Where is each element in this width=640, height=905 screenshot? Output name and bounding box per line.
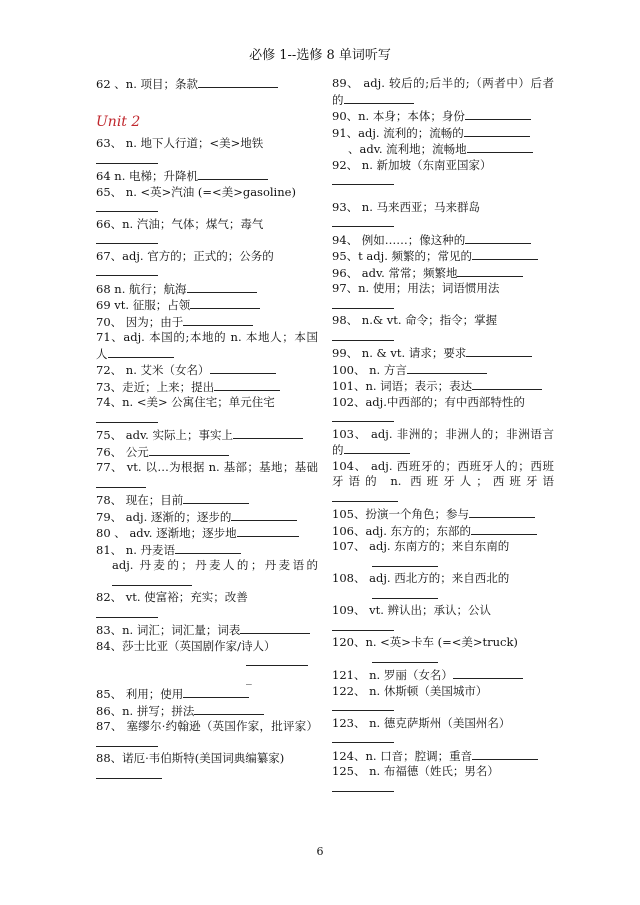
answer-blank[interactable]	[149, 444, 229, 456]
entry-109: 109、 vt. 辨认出；承认；公认	[332, 603, 554, 635]
answer-blank[interactable]	[332, 410, 394, 422]
answer-blank[interactable]	[198, 168, 268, 180]
answer-blank[interactable]	[175, 542, 241, 554]
entry-105: 105、扮演一个角色；参与	[332, 506, 554, 523]
answer-blank[interactable]	[344, 92, 414, 104]
entry-75: 75、 adv. 实际上；事实上	[96, 427, 318, 444]
entry-70: 70、 因为；由于	[96, 314, 318, 331]
entry-68: 68 n. 航行；航海	[96, 281, 318, 298]
answer-blank[interactable]	[467, 141, 533, 153]
page-title: 必修 1--选修 8 单词听写	[249, 48, 391, 63]
answer-blank[interactable]	[332, 173, 394, 185]
entry-69: 69 vt. 征服；占领	[96, 297, 318, 314]
entry-86: 86、n. 拼写；拼法	[96, 703, 318, 720]
entry-62: 62 、n. 项目；条款	[96, 76, 318, 93]
answer-blank[interactable]	[187, 281, 257, 293]
entry-88: 88、诺厄·韦伯斯特(美国词典编纂家)	[96, 751, 318, 783]
entry-89: 89、 adj. 较后的;后半的;（两者中）后者的	[332, 76, 554, 107]
entry-79: 79、 adj. 逐渐的；逐步的	[96, 509, 318, 526]
entry-67: 67、adj. 官方的；正式的；公务的	[96, 249, 318, 281]
answer-blank[interactable]	[96, 152, 158, 164]
answer-blank[interactable]	[466, 345, 532, 357]
entry-85: 85、 利用；使用	[96, 686, 318, 703]
entry-84: 84、莎士比亚（英国剧作家/诗人） _	[96, 639, 318, 687]
entry-106: 106、adj. 东方的；东部的	[332, 523, 554, 540]
entry-91: 91、adj. 流利的；流畅的	[332, 125, 554, 142]
answer-blank[interactable]	[407, 362, 487, 374]
answer-blank[interactable]	[344, 442, 410, 454]
answer-blank[interactable]	[332, 490, 398, 502]
answer-blank[interactable]	[469, 506, 535, 518]
entry-63: 63、 n. 地下人行道；<美>地铁	[96, 136, 318, 168]
entry-107: 107、 adj. 东南方的；来自东南的	[332, 539, 554, 571]
answer-blank[interactable]	[332, 297, 394, 309]
answer-blank[interactable]	[183, 314, 253, 326]
entry-102: 102、adj.中西部的；有中西部特性的	[332, 395, 554, 427]
answer-blank[interactable]	[96, 232, 158, 244]
answer-blank[interactable]	[332, 780, 394, 792]
answer-blank[interactable]	[465, 232, 531, 244]
answer-blank[interactable]	[457, 265, 523, 277]
answer-blank[interactable]	[240, 622, 310, 634]
entry-81b: adj. 丹麦的；丹麦人的；丹麦语的	[96, 558, 318, 590]
answer-blank[interactable]	[246, 654, 308, 666]
entry-92: 92、 n. 新加坡（东南亚国家）	[332, 158, 554, 190]
answer-blank[interactable]	[332, 215, 394, 227]
entry-122: 122、 n. 休斯顿（美国城市）	[332, 684, 554, 716]
right-column	[332, 76, 554, 796]
entry-81: 81、 n. 丹麦语	[96, 542, 318, 559]
answer-blank[interactable]	[472, 378, 542, 390]
entry-80: 80 、 adv. 逐渐地；逐步地	[96, 525, 318, 542]
answer-blank[interactable]	[332, 699, 394, 711]
answer-blank[interactable]	[233, 427, 303, 439]
entry-71: 71、adj. 本国的;本地的 n. 本地人；本国人	[96, 330, 318, 361]
answer-blank[interactable]	[453, 667, 523, 679]
entry-99: 99、 n. & vt. 请求；要求	[332, 345, 554, 362]
entry-123: 123、 n. 德克萨斯州（美国州名）	[332, 716, 554, 748]
left-column	[96, 76, 318, 783]
entry-77: 77、 vt. 以…为根据 n. 基部；基地；基础	[96, 460, 318, 492]
entry-72: 72、 n. 艾米（女名）	[96, 362, 318, 379]
answer-blank[interactable]	[372, 651, 438, 663]
entry-76: 76、 公元	[96, 444, 318, 461]
entry-103: 103、 adj. 非洲的；非洲人的；非洲语言的	[332, 426, 554, 457]
answer-blank[interactable]	[96, 735, 158, 747]
answer-blank[interactable]	[183, 492, 249, 504]
entry-82: 82、 vt. 使富裕；充实；改善	[96, 590, 318, 622]
entry-64: 64 n. 电梯；升降机	[96, 168, 318, 185]
answer-blank[interactable]	[190, 297, 260, 309]
entry-104: 104、 adj. 西班牙的；西班牙人的；西班牙语的 n. 西班牙人；西班牙语	[332, 459, 554, 507]
entry-125: 125、 n. 布福德（姓氏；男名）	[332, 764, 554, 796]
answer-blank[interactable]	[237, 525, 299, 537]
answer-blank[interactable]	[332, 619, 394, 631]
entry-73: 73、走近；上来；提出	[96, 379, 318, 396]
answer-blank[interactable]	[210, 362, 276, 374]
answer-blank[interactable]	[96, 264, 158, 276]
entry-74: 74、n. <美> 公寓住宅；单元住宅	[96, 395, 318, 427]
answer-blank[interactable]	[231, 509, 297, 521]
answer-blank[interactable]	[372, 555, 438, 567]
entry-65: 65、 n. <英>汽油 (=<美>gasoline)	[96, 185, 318, 217]
answer-blank[interactable]	[96, 200, 158, 212]
answer-blank[interactable]	[183, 686, 249, 698]
entry-100: 100、 n. 方言	[332, 362, 554, 379]
answer-blank[interactable]	[112, 574, 192, 586]
answer-blank[interactable]	[108, 346, 174, 358]
answer-blank[interactable]	[471, 523, 537, 535]
answer-blank[interactable]	[332, 329, 394, 341]
answer-blank[interactable]	[198, 76, 278, 88]
answer-blank[interactable]	[96, 476, 146, 488]
answer-blank[interactable]	[96, 606, 158, 618]
entry-124: 124、n. 口音；腔调；重音	[332, 748, 554, 765]
answer-blank[interactable]	[464, 125, 530, 137]
answer-blank[interactable]	[214, 379, 280, 391]
answer-blank[interactable]	[96, 411, 158, 423]
entry-83: 83、n. 词汇；词汇量；词表	[96, 622, 318, 639]
entry-91b: 、adv. 流利地；流畅地	[332, 141, 554, 158]
answer-blank[interactable]	[472, 748, 538, 760]
entry-121: 121、 n. 罗丽（女名）	[332, 667, 554, 684]
entry-93: 93、 n. 马来西亚；马来群岛	[332, 200, 554, 232]
page-number: 6	[316, 845, 324, 858]
entry-66: 66、n. 汽油；气体；煤气；毒气	[96, 217, 318, 249]
answer-blank[interactable]	[96, 767, 162, 779]
answer-blank[interactable]	[194, 703, 264, 715]
entry-90: 90、n. 本身；本体；身份	[332, 108, 554, 125]
answer-blank[interactable]	[372, 587, 438, 599]
entry-96: 96、 adv. 常常；频繁地	[332, 265, 554, 282]
entry-98: 98、 n.& vt. 命令；指令；掌握	[332, 313, 554, 345]
entry-95: 95、t adj. 频繁的；常见的	[332, 248, 554, 265]
answer-blank[interactable]	[332, 731, 394, 743]
entry-97: 97、n. 使用；用法；词语惯用法	[332, 281, 554, 313]
entry-87: 87、 塞缪尔·约翰逊（英国作家，批评家）	[96, 719, 318, 751]
answer-blank[interactable]	[465, 108, 531, 120]
entry-120: 120、n. <英>卡车 (=<美>truck)	[332, 635, 554, 667]
unit-heading: Unit 2	[96, 113, 141, 130]
entry-94: 94、 例如……；像这种的	[332, 232, 554, 249]
entry-108: 108、 adj. 西北方的；来自西北的	[332, 571, 554, 603]
entry-78: 78、 现在；目前	[96, 492, 318, 509]
entry-101: 101、n. 词语；表示；表达	[332, 378, 554, 395]
answer-blank[interactable]	[472, 248, 538, 260]
